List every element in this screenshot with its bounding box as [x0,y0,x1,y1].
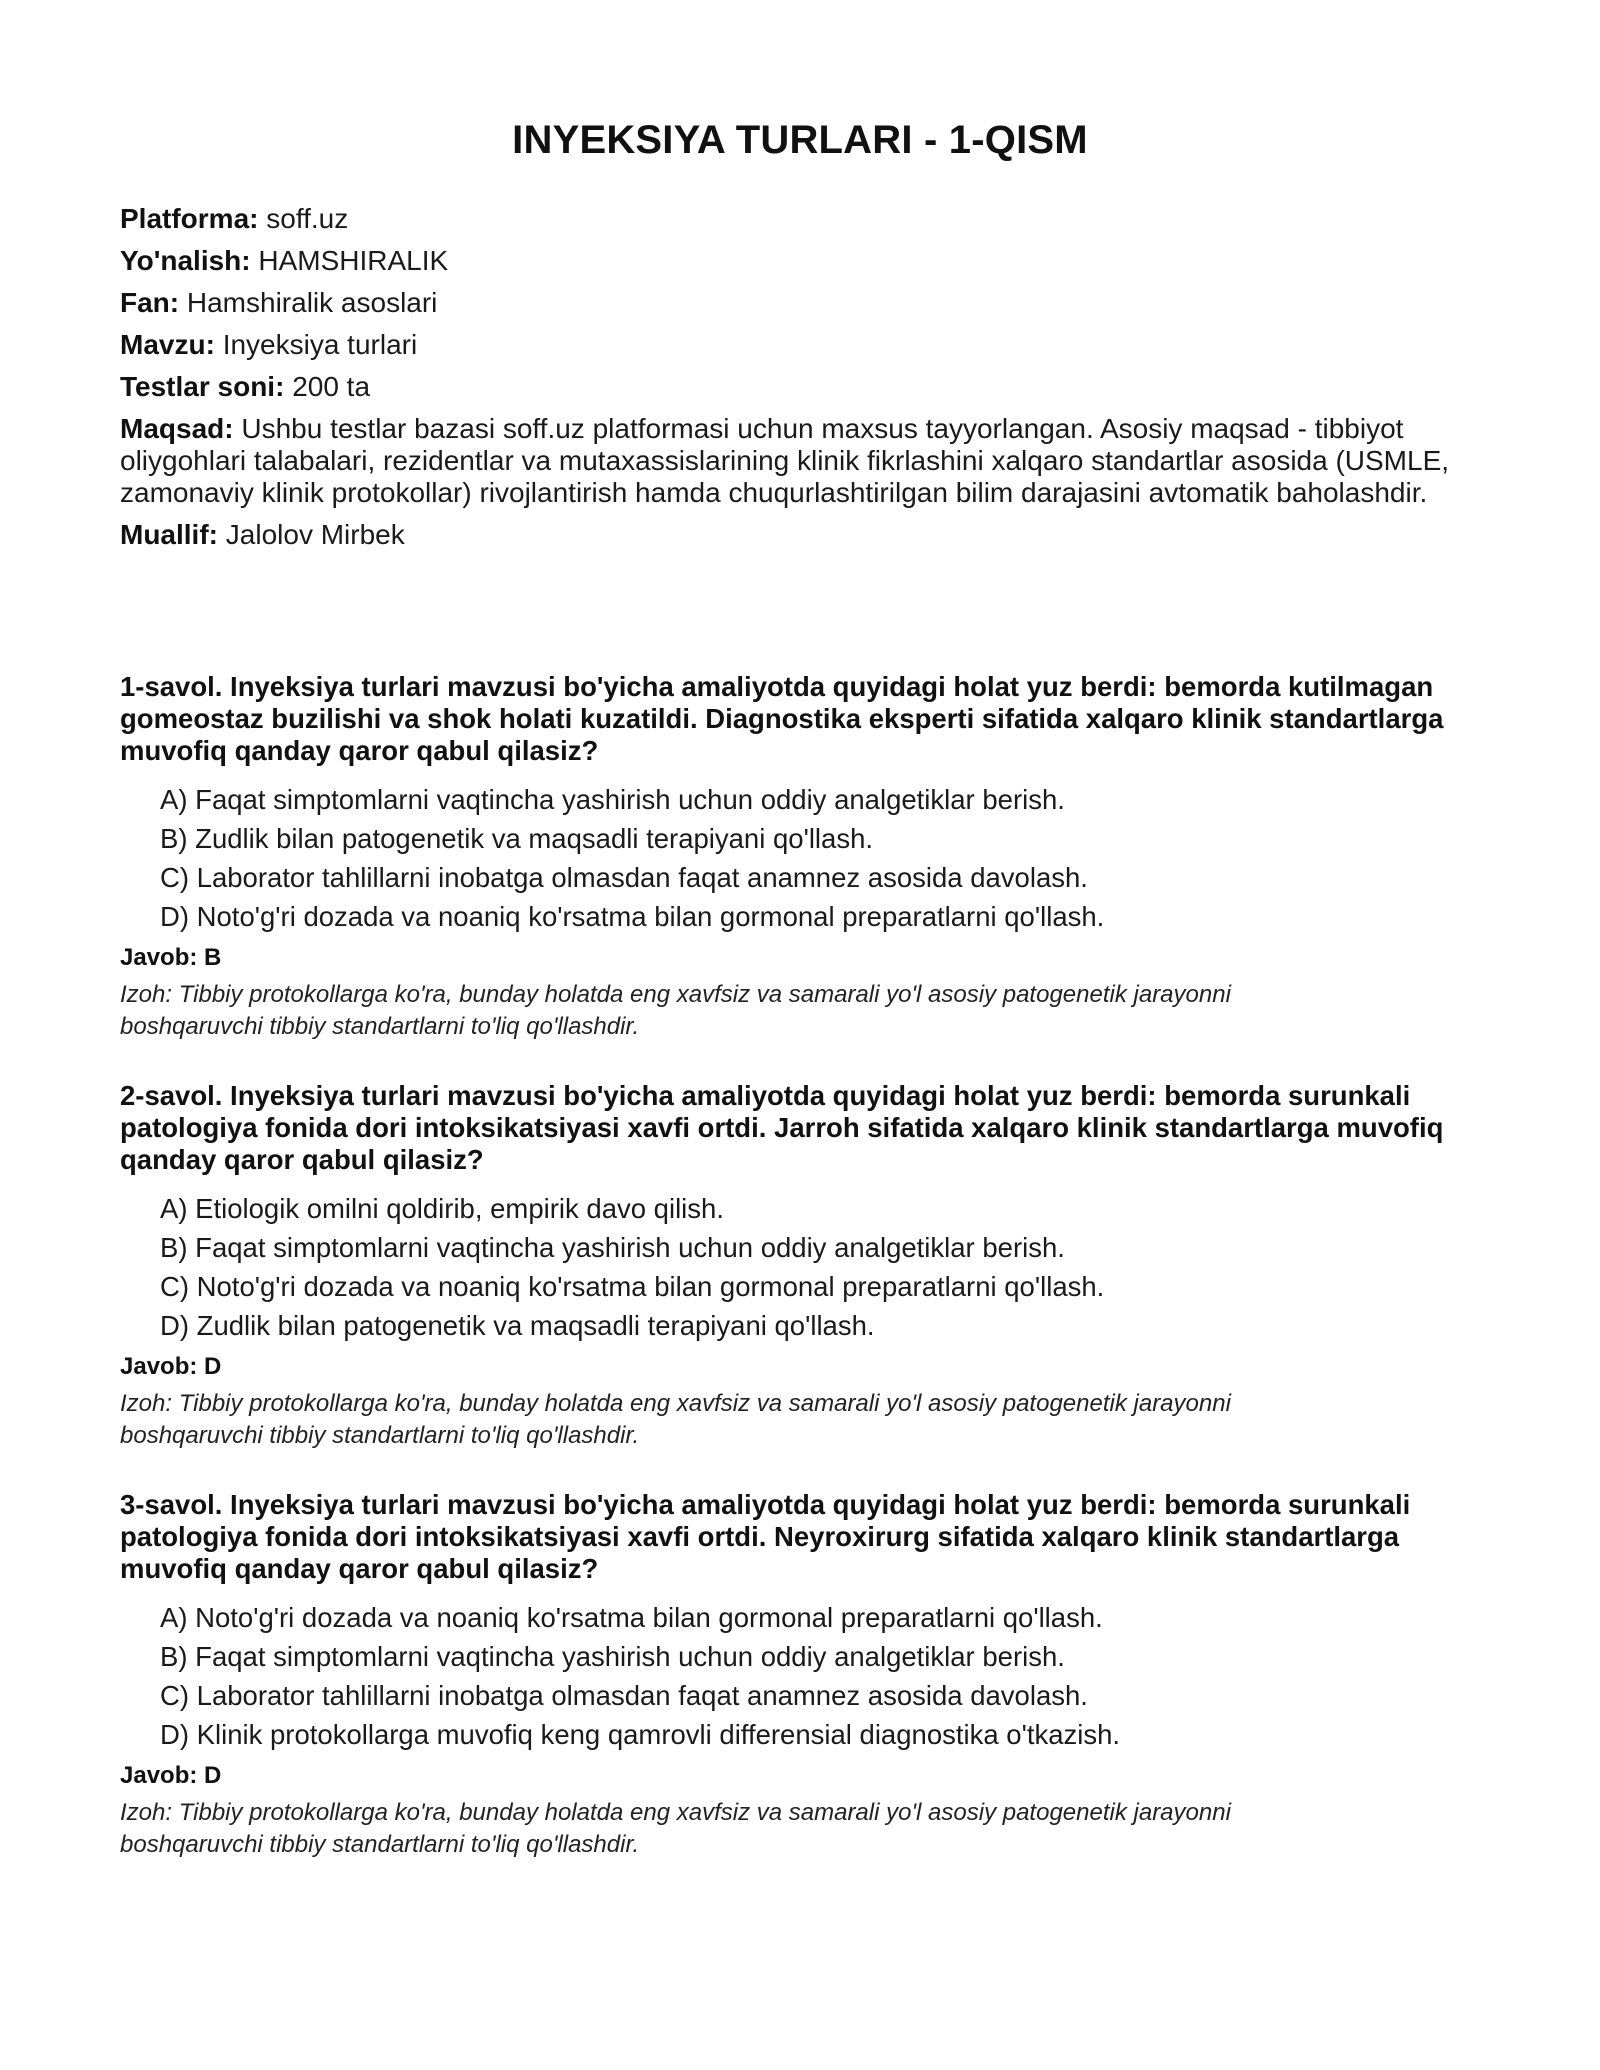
answer-label: Javob: D [120,1762,222,1789]
meta-value: Hamshiralik asoslari [186,287,438,318]
meta-author [120,519,1480,551]
options-list [120,1602,1480,1751]
question-text: 1-savol. Inyeksiya turlari mavzusi bo'yicha amaliyotda quyidagi holat yuz berdi: bemorda kutilmagan gomeostaz buzilishi va shok holati kuzatildi. Diagnostika eksperti sifatida xalqaro klinik standartlarga muvofiq qanday qaror qabul qilasiz? [120,671,1444,766]
meta-label: Mavzu: [120,329,215,360]
metadata-block [120,203,1480,561]
meta-value: 200 ta [292,371,371,402]
meta-value: Ushbu testlar bazasi soff.uz platformasi uchun maxsus tayyorlangan. Asosiy maqsad - tibbiyot oliygohlari talabalari, rezidentlar va mutaxassislarining klinik fikrlashini xalqaro standartlar asosida (USMLE, zamonaviy klinik protokollar) rivojlantirish hamda chuqurlashtirilgan bilim darajasini avtomatik baholashdir. [120,413,1450,508]
option-c: C) Laborator tahlillarni inobatga olmasdan faqat anamnez asosida davolash. [160,862,1088,893]
meta-direction [120,245,1480,277]
meta-topic [120,329,1480,361]
option-d: D) Zudlik bilan patogenetik va maqsadli terapiyani qo'llash. [160,1310,875,1341]
question-block-2 [120,1080,1480,1452]
answer-label: Javob: D [120,1353,222,1380]
option-d: D) Noto'g'ri dozada va noaniq ko'rsatma bilan gormonal preparatlarni qo'llash. [160,901,1105,932]
options-list [120,1193,1480,1342]
meta-value: HAMSHIRALIK [258,245,449,276]
explanation-text: Izoh: Tibbiy protokollarga ko'ra, bunday holatda eng xavfsiz va samarali yo'l asosiy patogenetik jarayonni boshqaruvchi tibbiy standartlarni to'liq qo'llashdir. [120,981,1231,1040]
option-d: D) Klinik protokollarga muvofiq keng qamrovli differensial diagnostika o'tkazish. [160,1719,1121,1750]
meta-platform [120,203,1480,235]
explanation-text: Izoh: Tibbiy protokollarga ko'ra, bunday holatda eng xavfsiz va samarali yo'l asosiy patogenetik jarayonni boshqaruvchi tibbiy standartlarni to'liq qo'llashdir. [120,1390,1231,1449]
meta-value: Inyeksiya turlari [222,329,418,360]
options-list [120,784,1480,933]
explanation-text: Izoh: Tibbiy protokollarga ko'ra, bunday holatda eng xavfsiz va samarali yo'l asosiy patogenetik jarayonni boshqaruvchi tibbiy standartlarni to'liq qo'llashdir. [120,1799,1231,1858]
question-text: 3-savol. Inyeksiya turlari mavzusi bo'yicha amaliyotda quyidagi holat yuz berdi: bemorda surunkali patologiya fonida dori intoksikatsiyasi xavfi ortdi. Neyroxirurg sifatida xalqaro klinik standartlarga muvofiq qanday qaror qabul qilasiz? [120,1489,1411,1584]
option-c: C) Noto'g'ri dozada va noaniq ko'rsatma bilan gormonal preparatlarni qo'llash. [160,1271,1105,1302]
option-c: C) Laborator tahlillarni inobatga olmasdan faqat anamnez asosida davolash. [160,1680,1088,1711]
meta-label: Fan: [120,287,180,318]
document-title: INYEKSIYA TURLARI - 1-QISM [512,118,1088,162]
option-a: A) Noto'g'ri dozada va noaniq ko'rsatma bilan gormonal preparatlarni qo'llash. [160,1602,1103,1633]
meta-value: soff.uz [266,203,349,234]
meta-label: Testlar soni: [120,371,285,402]
meta-purpose [120,413,1480,509]
meta-value: Jalolov Mirbek [225,519,405,550]
meta-label: Muallif: [120,519,218,550]
meta-label: Maqsad: [120,413,234,444]
option-a: A) Faqat simptomlarni vaqtincha yashirish uchun oddiy analgetiklar berish. [160,784,1065,815]
question-block-3 [120,1489,1480,1861]
option-a: A) Etiologik omilni qoldirib, empirik davo qilish. [160,1193,724,1224]
question-text: 2-savol. Inyeksiya turlari mavzusi bo'yicha amaliyotda quyidagi holat yuz berdi: bemorda surunkali patologiya fonida dori intoksikatsiyasi xavfi ortdi. Jarroh sifatida xalqaro klinik standartlarga muvofiq qanday qaror qabul qilasiz? [120,1080,1444,1175]
option-b: B) Faqat simptomlarni vaqtincha yashirish uchun oddiy analgetiklar berish. [160,1641,1065,1672]
meta-label: Yo'nalish: [120,245,251,276]
option-b: B) Zudlik bilan patogenetik va maqsadli terapiyani qo'llash. [160,823,874,854]
answer-label: Javob: B [120,944,222,971]
question-block-1 [120,671,1480,1043]
meta-label: Platforma: [120,203,259,234]
meta-subject [120,287,1480,319]
meta-test-count [120,371,1480,403]
option-b: B) Faqat simptomlarni vaqtincha yashirish uchun oddiy analgetiklar berish. [160,1232,1065,1263]
